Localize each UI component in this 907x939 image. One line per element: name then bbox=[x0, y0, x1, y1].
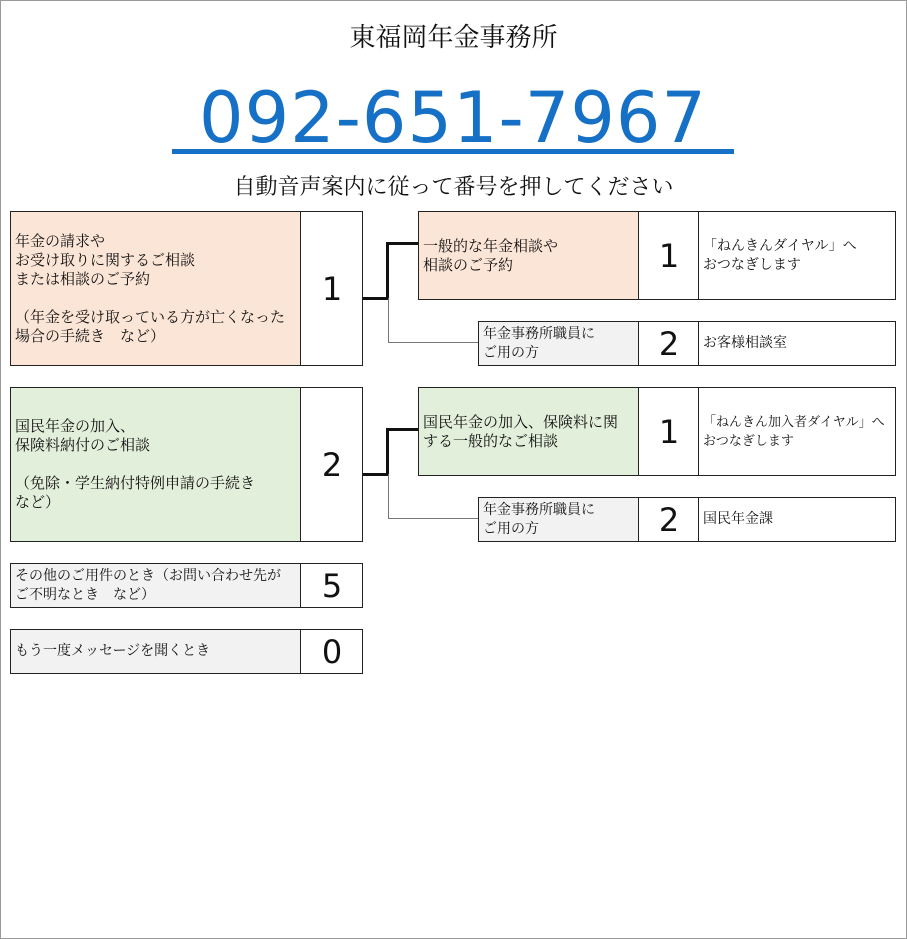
connector bbox=[363, 473, 388, 476]
menu-option-2 bbox=[10, 387, 363, 542]
submenu-1-2-key: 2 bbox=[638, 322, 699, 365]
menu-option-5-key: 5 bbox=[300, 564, 363, 607]
submenu-2-1 bbox=[418, 387, 896, 476]
submenu-2-2 bbox=[478, 497, 896, 542]
menu-option-5-text: その他のご用件のとき（お問い合わせ先が ご不明なとき など） bbox=[11, 564, 300, 607]
submenu-2-1-destination: 「ねんきん加入者ダイヤル」へ おつなぎします bbox=[698, 388, 895, 475]
submenu-1-2-destination: お客様相談室 bbox=[698, 322, 895, 365]
connector bbox=[363, 297, 388, 300]
menu-option-1-key: 1 bbox=[300, 212, 363, 365]
office-name: 東福岡年金事務所 bbox=[349, 23, 558, 53]
submenu-1-2-text: 年金事務所職員に ご用の方 bbox=[479, 322, 638, 365]
menu-option-2-text: 国民年金の加入、 保険料納付のご相談 （免除・学生納付特例申請の手続き など） bbox=[11, 388, 300, 541]
menu-option-0-key: 0 bbox=[300, 630, 363, 673]
submenu-2-2-key: 2 bbox=[638, 498, 699, 541]
connector bbox=[386, 428, 419, 431]
connector bbox=[388, 474, 389, 519]
instruction-text: 自動音声案内に従って番号を押してください bbox=[233, 175, 674, 200]
submenu-2-2-destination: 国民年金課 bbox=[698, 498, 895, 541]
phone-number[interactable]: 092-651-7967 bbox=[172, 80, 734, 154]
connector bbox=[388, 518, 478, 519]
submenu-1-1-text: 一般的な年金相談や 相談のご予約 bbox=[419, 212, 638, 299]
menu-option-1 bbox=[10, 211, 363, 366]
submenu-2-2-text: 年金事務所職員に ご用の方 bbox=[479, 498, 638, 541]
menu-option-1-text: 年金の請求や お受け取りに関するご相談 または相談のご予約 （年金を受け取っている方が亡くなった 場合の手続き など） bbox=[11, 212, 300, 365]
menu-option-5 bbox=[10, 563, 363, 608]
menu-option-0-text: もう一度メッセージを聞くとき bbox=[11, 630, 300, 673]
connector bbox=[386, 428, 389, 476]
submenu-1-2 bbox=[478, 321, 896, 366]
submenu-2-1-key: 1 bbox=[638, 388, 699, 475]
connector bbox=[388, 298, 389, 343]
menu-option-0 bbox=[10, 629, 363, 674]
connector bbox=[386, 242, 389, 300]
menu-option-2-key: 2 bbox=[300, 388, 363, 541]
submenu-1-1 bbox=[418, 211, 896, 300]
submenu-2-1-text: 国民年金の加入、保険料に関 する一般的なご相談 bbox=[419, 388, 638, 475]
submenu-1-1-destination: 「ねんきんダイヤル」へ おつなぎします bbox=[698, 212, 895, 299]
connector bbox=[386, 242, 419, 245]
connector bbox=[388, 342, 478, 343]
submenu-1-1-key: 1 bbox=[638, 212, 699, 299]
